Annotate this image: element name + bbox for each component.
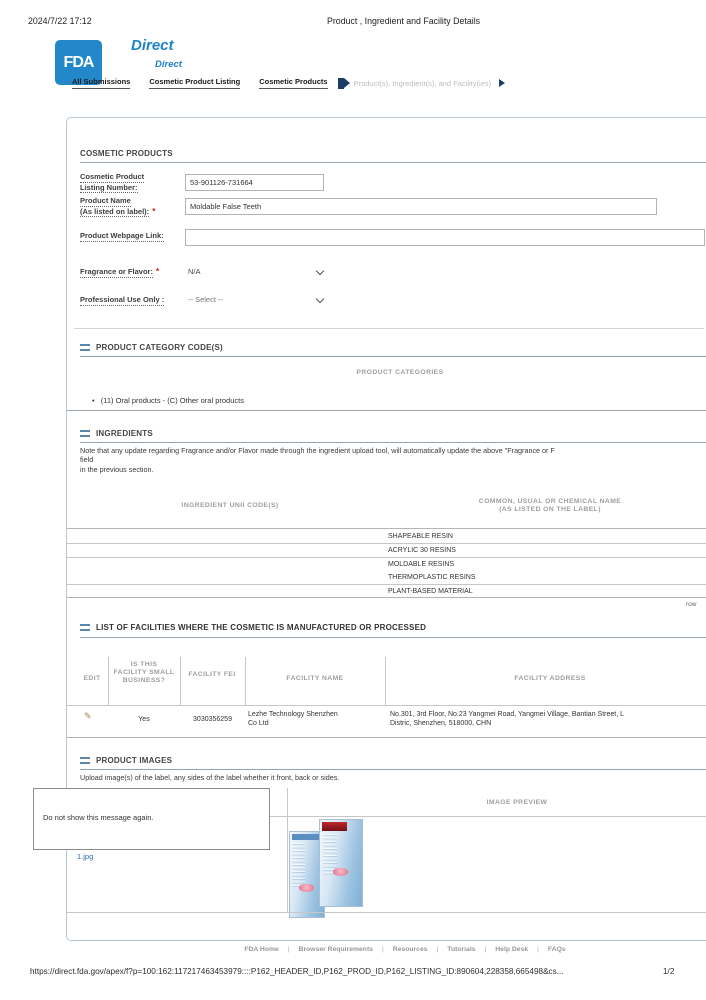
professional-use-label-text: Professional Use Only : [80, 295, 165, 304]
facility-col-fei: FACILITY FEI [188, 671, 236, 678]
facility-col-name: FACILITY NAME [286, 675, 344, 682]
region-bottom-border [74, 328, 704, 329]
fragrance-select-value[interactable]: N/A [188, 267, 201, 276]
app-subname: Direct [155, 59, 182, 70]
listing-number-label-line2: Listing Number: [80, 182, 138, 192]
breadcrumb-cosmetic-product-listing[interactable]: Cosmetic Product Listing [149, 77, 240, 89]
divider [80, 637, 706, 638]
lips-graphic [299, 884, 314, 892]
breadcrumb [72, 77, 505, 89]
footer-link-fda-home[interactable]: FDA Home [244, 946, 279, 953]
category-item-text: (11) Oral products - (C) Other oral products [100, 396, 244, 405]
facility-address-line2: Distric, Shenzhen, 518000, CHN [390, 720, 492, 727]
facility-name-line1: Lezhe Technology Shenzhen [248, 711, 338, 718]
facility-col-small-business: IS THIS FACILITY SMALL BUSINESS? [113, 661, 175, 684]
fragrance-label [80, 267, 159, 278]
facilities-section-header [80, 623, 426, 632]
product-image-thumbnail [289, 819, 363, 917]
listing-number-label-line1: Cosmetic Product [80, 172, 145, 181]
arrow-right-icon [499, 79, 505, 87]
divider [80, 442, 706, 443]
print-page-indicator: 1/2 [663, 967, 675, 976]
facility-col-address: FACILITY ADDRESS [514, 675, 586, 682]
ingredients-note-line: in the previous section. [80, 464, 154, 474]
ingredients-title: INGREDIENTS [96, 429, 153, 438]
ingredients-note [80, 446, 555, 474]
card-text-lines [292, 843, 305, 888]
required-asterisk: * [152, 206, 156, 216]
divider [80, 769, 706, 770]
breadcrumb-arrow-icon [338, 78, 350, 89]
divider [108, 657, 109, 705]
print-timestamp: 2024/7/22 17:12 [28, 16, 92, 26]
footer-links [105, 946, 705, 953]
divider [80, 162, 706, 163]
breadcrumb-all-submissions[interactable]: All Submissions [72, 77, 130, 89]
product-image-card-right [319, 819, 363, 907]
product-images-title: PRODUCT IMAGES [96, 756, 173, 765]
divider [67, 543, 706, 544]
facility-col-edit: EDIT [83, 675, 101, 682]
listing-number-label [80, 172, 144, 193]
breadcrumb-cosmetic-products[interactable]: Cosmetic Products [259, 77, 327, 89]
cosmetic-products-title: COSMETIC PRODUCTS [80, 149, 173, 158]
edit-pencil-icon[interactable]: ✎ [84, 711, 92, 721]
divider [385, 657, 386, 705]
ingredients-note-line: field [80, 455, 94, 465]
divider [67, 528, 706, 529]
name-column-header-line2: (AS LISTED ON THE LABEL) [499, 506, 601, 513]
fragrance-label-text: Fragrance or Flavor: [80, 267, 153, 276]
product-categories-title: PRODUCT CATEGORY CODE(S) [96, 343, 223, 352]
divider [67, 584, 706, 585]
facilities-title: LIST OF FACILITIES WHERE THE COSMETIC IS MANUFACTURED OR PROCESSED [96, 623, 427, 632]
image-preview-header: IMAGE PREVIEW [486, 799, 548, 806]
divider [67, 410, 706, 411]
product-images-section-header [80, 756, 172, 765]
listing-number-input[interactable] [185, 174, 324, 191]
ingredient-row: MOLDABLE RESINS [388, 561, 455, 568]
divider [245, 657, 246, 705]
product-categories-column-header: PRODUCT CATEGORIES [356, 369, 444, 376]
collapse-icon[interactable] [80, 344, 90, 351]
ingredient-row: PLANT-BASED MATERIAL [388, 588, 473, 595]
product-categories-section-header [80, 343, 223, 352]
ingredient-row: SHAPEABLE RESIN [388, 533, 453, 540]
fda-logo-text: FDA [63, 53, 94, 71]
ingredient-row: THERMOPLASTIC RESINS [388, 574, 476, 581]
popup-message[interactable]: Do not show this message again. [43, 813, 154, 822]
collapse-icon[interactable] [80, 624, 90, 631]
category-item [92, 396, 244, 405]
divider [180, 657, 181, 705]
product-images-note: Upload image(s) of the label, any sides of the label whether it front, back or sides. [80, 773, 340, 782]
divider [67, 912, 706, 913]
required-asterisk: * [155, 267, 160, 276]
name-column-header [380, 498, 706, 514]
facility-address-line1: No.301, 3rd Floor, No.23 Yangmei Road, Yangmei Village, Bantian Street, L [390, 711, 624, 718]
facility-fei-value: 3030356259 [193, 716, 232, 723]
webpage-link-label [80, 231, 164, 242]
product-webpage-link-input[interactable] [185, 229, 705, 246]
product-name-input[interactable] [185, 198, 657, 215]
footer-link-browser-requirements[interactable]: | Browser Requirements [279, 946, 373, 953]
footer-link-tutorials[interactable]: | Tutorials [428, 946, 476, 953]
facility-name-value [248, 710, 338, 728]
professional-use-label [80, 295, 164, 306]
page-title: Product , Ingredient and Facility Details [327, 16, 481, 26]
divider [67, 737, 706, 738]
facility-name-line2: Co Ltd [248, 720, 269, 727]
card-red-label [322, 822, 347, 831]
footer-link-help-desk[interactable]: | Help Desk [476, 946, 529, 953]
facility-small-business-value: Yes [138, 716, 150, 723]
ingredients-section-header [80, 429, 153, 438]
pagination-text: row [686, 601, 697, 608]
lips-graphic [333, 868, 348, 876]
ingredients-note-line: Note that any update regarding Fragrance and/or Flavor made through the ingredient upload tool, will automatically update the above "Fragrance or F [80, 446, 555, 455]
facility-address-value [390, 710, 624, 728]
product-name-label-line1: Product Name [80, 196, 131, 205]
footer-link-resources[interactable]: | Resources [373, 946, 428, 953]
divider [67, 557, 706, 558]
footer-link-faqs[interactable]: | FAQs [528, 946, 566, 953]
print-url: https://direct.fda.gov/apex/f?p=100:162:117217463453979::::P162_HEADER_ID,P162_PROD_ID,P162_LISTING_ID:890604,228358,665498&cs... [30, 967, 564, 976]
divider [67, 597, 706, 598]
product-name-label [80, 196, 155, 217]
card-band [292, 834, 322, 840]
breadcrumb-current: Product(s), Ingredient(s), and Facility(ies) [353, 78, 492, 88]
ingredient-row: ACRYLIC 30 RESINS [388, 547, 456, 554]
divider [80, 356, 706, 357]
divider [67, 705, 706, 706]
image-file-link[interactable]: 1.jpg [77, 852, 94, 861]
name-column-header-line1: COMMON, USUAL OR CHEMICAL NAME [478, 498, 622, 505]
product-name-label-line2: (As listed on label): [80, 206, 150, 216]
webpage-link-label-text: Product Webpage Link: [80, 231, 164, 240]
unii-column-header: INGREDIENT UNII CODE(S) [181, 502, 279, 509]
professional-use-select-value[interactable]: -- Select -- [188, 295, 224, 304]
app-name: Direct [131, 37, 174, 54]
popup-dialog [33, 788, 270, 850]
bullet-icon: • [92, 396, 95, 405]
collapse-icon[interactable] [80, 430, 90, 437]
collapse-icon[interactable] [80, 757, 90, 764]
